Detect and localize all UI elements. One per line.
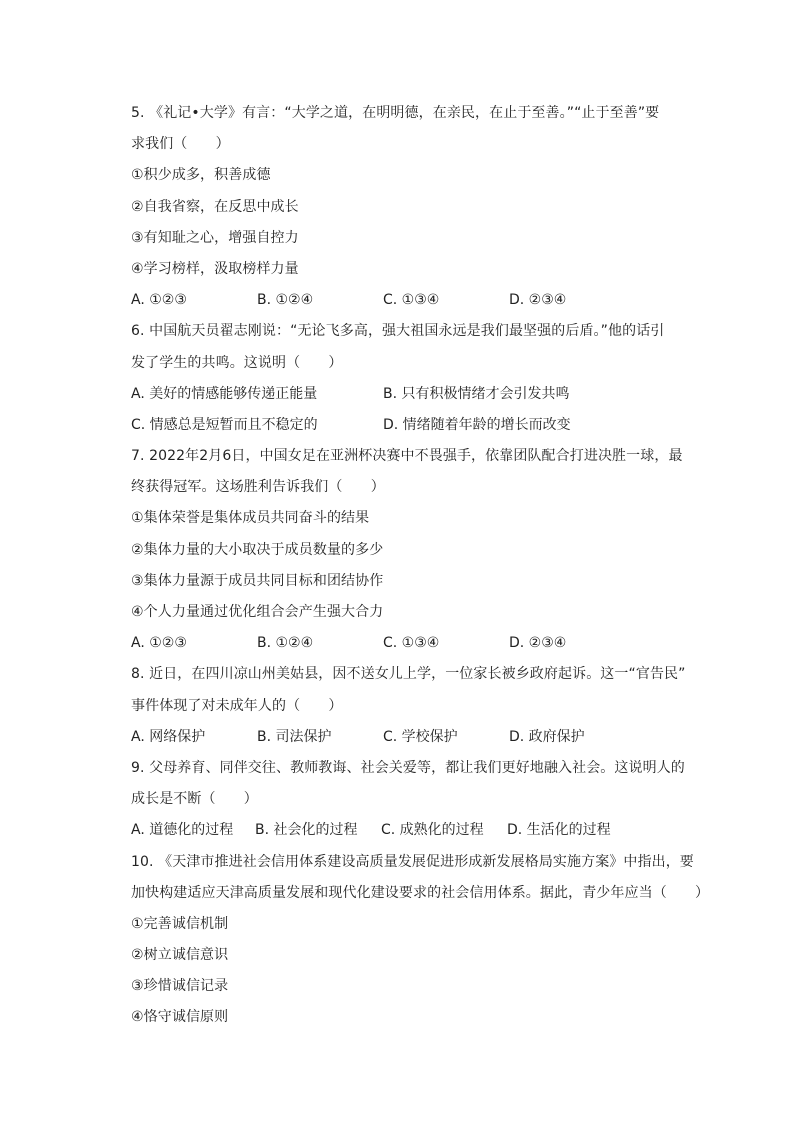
- question-9-options: [131, 815, 706, 846]
- question-6-stem-line-1: 6. 中国航天员翟志刚说：“无论飞多高，强大祖国永远是我们最坚强的后盾。”他的话引: [131, 323, 665, 340]
- question-7-option-b: B. ①②④: [257, 635, 314, 652]
- question-10-item-1: ①完善诚信机制: [131, 915, 229, 932]
- question-8-option-a: A. 网络保护: [131, 728, 206, 745]
- question-6-option-c: C. 情感总是短暂而且不稳定的: [131, 416, 318, 433]
- question-5-stem-line-1: 5. 《礼记•大学》有言：“大学之道，在明明德，在亲民，在止于至善。”“止于至善”要: [131, 105, 660, 121]
- question-6-options-row-1: [131, 379, 706, 410]
- question-9-stem-line-1: 9. 父母养育、同伴交往、教师教诲、社会关爱等，都让我们更好地融入社会。这说明人的: [131, 759, 685, 776]
- question-8-option-b: B. 司法保护: [257, 728, 332, 745]
- question-7-stem-line-2: 终获得冠军。这场胜利告诉我们（ ）: [131, 479, 385, 496]
- question-8-options: [131, 722, 706, 753]
- question-7-options: [131, 628, 706, 659]
- question-10-item-3: ③珍惜诚信记录: [131, 978, 229, 995]
- question-10: [131, 847, 710, 1034]
- question-5-option-a: A. ①②③: [131, 292, 187, 309]
- question-5: [131, 98, 706, 316]
- question-9-option-c: C. 成熟化的过程: [381, 822, 484, 839]
- question-8-stem-line-1: 8. 近日，在四川凉山州美姑县，因不送女儿上学，一位家长被乡政府起诉。这一“官告民”: [131, 666, 686, 683]
- question-6-option-d: D. 情绪随着年龄的增长而改变: [383, 416, 571, 433]
- question-5-item-1: ①积少成多，积善成德: [131, 167, 271, 184]
- question-5-options: [131, 285, 706, 316]
- question-9-option-d: D. 生活化的过程: [507, 822, 611, 839]
- question-7-option-c: C. ①③④: [383, 635, 440, 652]
- question-list: [131, 98, 710, 1034]
- question-6-options-row-2: [131, 410, 706, 441]
- question-8-option-d: D. 政府保护: [509, 728, 585, 745]
- question-10-item-2: ②树立诚信意识: [131, 947, 229, 964]
- question-7-item-4: ④个人力量通过优化组合会产生强大合力: [131, 604, 384, 620]
- question-8: [131, 659, 706, 753]
- question-9-stem-line-2: 成长是不断（ ）: [131, 791, 258, 808]
- question-8-stem-line-2: 事件体现了对未成年人的（ ）: [131, 697, 343, 714]
- question-5-item-4: ④学习榜样，汲取榜样力量: [131, 260, 299, 277]
- question-5-stem-line-2: 求我们（ ）: [131, 136, 230, 153]
- question-7-item-3: ③集体力量源于成员共同目标和团结协作: [131, 572, 384, 589]
- question-5-item-3: ③有知耻之心，增强自控力: [131, 229, 299, 246]
- question-10-stem-line-1: 10. 《天津市推进社会信用体系建设高质量发展促进形成新发展格局实施方案》中指出，要: [131, 853, 694, 870]
- question-9: [131, 753, 706, 847]
- question-9-option-a: A. 道德化的过程: [131, 822, 234, 839]
- question-5-option-d: D. ②③④: [509, 292, 567, 309]
- question-6-option-a: A. 美好的情感能够传递正能量: [131, 385, 318, 402]
- question-10-stem-line-2: 加快构建适应天津高质量发展和现代化建设要求的社会信用体系。据此，青少年应当（ ）: [131, 884, 710, 901]
- question-7: [131, 441, 706, 659]
- question-6-stem-line-2: 发了学生的共鸣。这说明（ ）: [131, 354, 343, 371]
- question-7-option-d: D. ②③④: [509, 635, 567, 652]
- question-5-option-c: C. ①③④: [383, 292, 440, 309]
- question-7-stem-line-1: 7. 2022年2月6日，中国女足在亚洲杯决赛中不畏强手，依靠团队配合打进决胜一球，最: [131, 448, 683, 465]
- question-7-item-1: ①集体荣誉是集体成员共同奋斗的结果: [131, 510, 370, 527]
- question-6-option-b: B. 只有积极情绪才会引发共鸣: [383, 385, 570, 402]
- question-5-option-b: B. ①②④: [257, 292, 314, 309]
- question-9-option-b: B. 社会化的过程: [255, 822, 358, 839]
- question-7-option-a: A. ①②③: [131, 635, 187, 652]
- question-5-item-2: ②自我省察，在反思中成长: [131, 198, 299, 215]
- question-7-item-2: ②集体力量的大小取决于成员数量的多少: [131, 541, 384, 558]
- question-10-item-4: ④恪守诚信原则: [131, 1009, 229, 1026]
- question-8-option-c: C. 学校保护: [383, 728, 458, 745]
- question-6: [131, 316, 706, 441]
